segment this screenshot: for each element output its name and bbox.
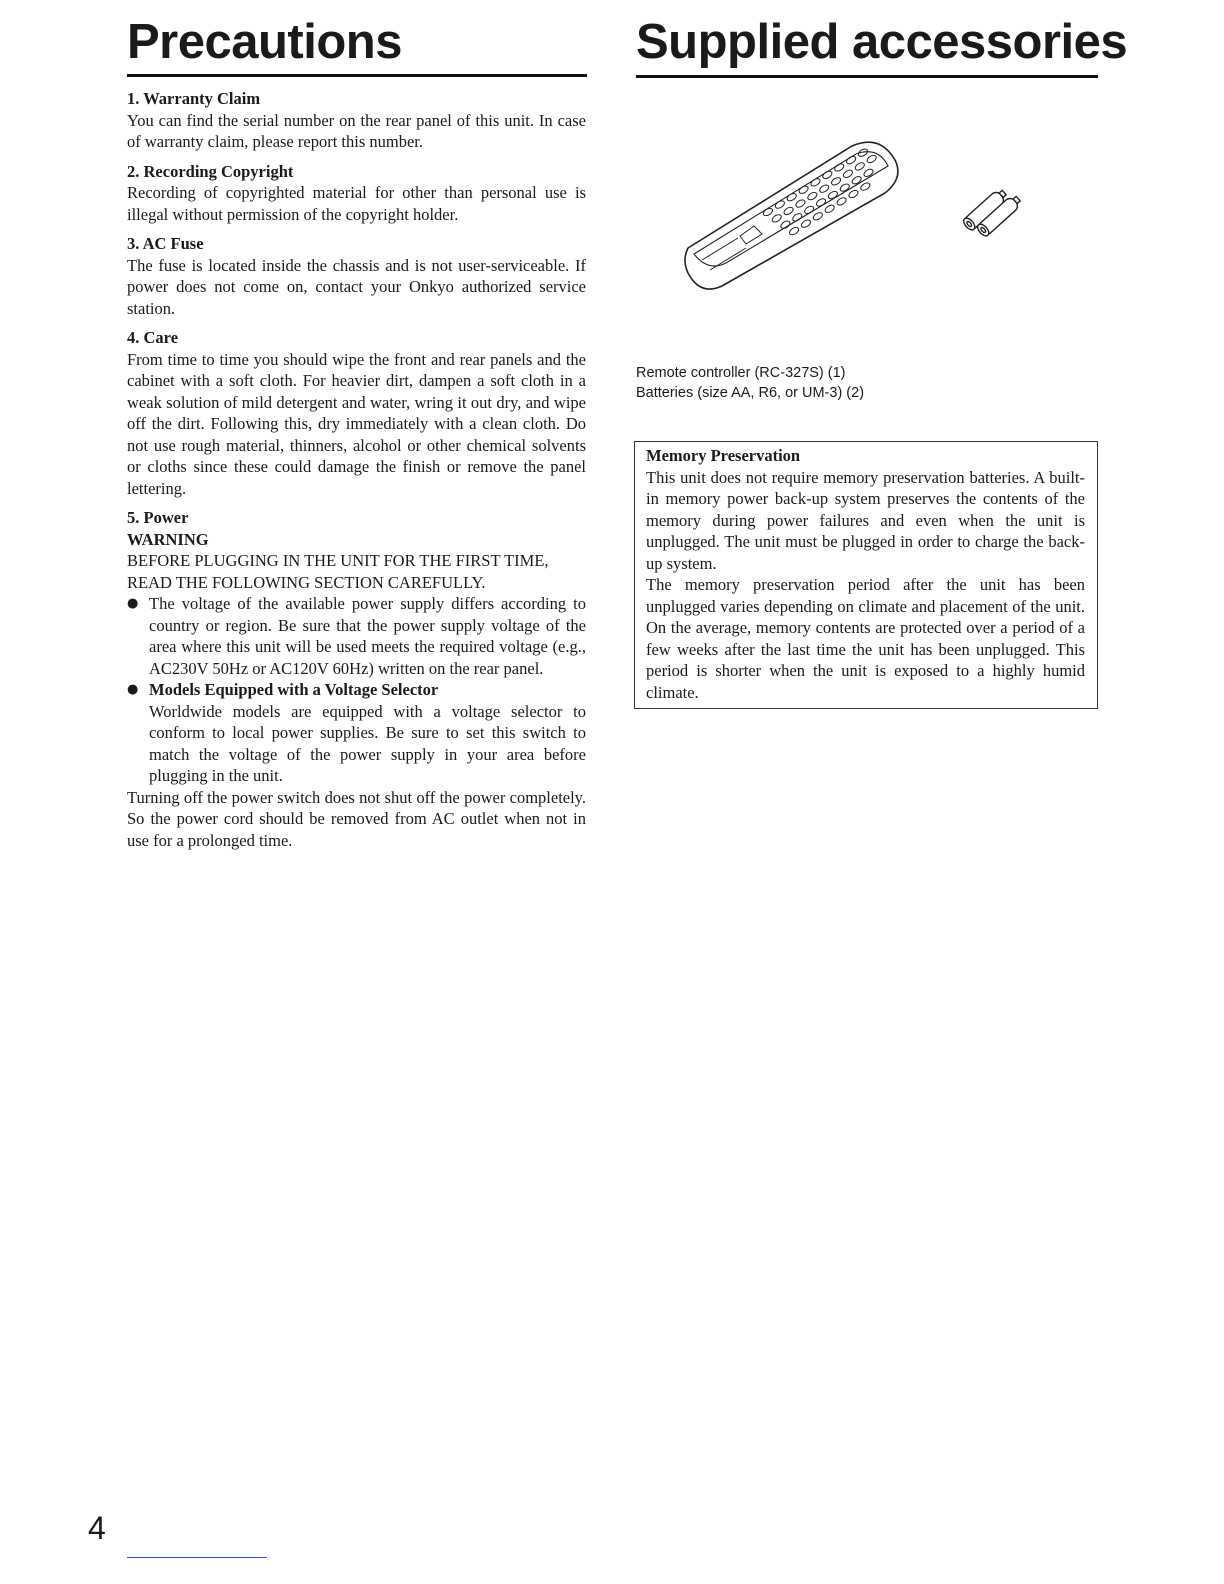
care-body: From time to time you should wipe the front and rear panels and the cabinet with a soft cloth. For heavier dirt, dampen a soft cloth in a weak solution of mild detergent and water, wring it out dry, and wipe off the dirt. Following this, dry immediately with a clean cloth. Do not use rough material, thinners, alcohol or other chemical solvents or cloths since these could damage the finish or remove the panel lettering. bbox=[127, 349, 586, 498]
memory-preservation-para-1: This unit does not require memory preservation batteries. A built-in memory power back-up system preserves the contents of the memory during power failures and even when the unit is unplugged. The unit must be plugged in order to charge the back-up system. bbox=[646, 467, 1085, 573]
power-warning: WARNING bbox=[127, 529, 209, 549]
precautions-column bbox=[127, 88, 586, 851]
memory-preservation-box bbox=[634, 441, 1098, 709]
bullet-icon: ● bbox=[127, 682, 139, 697]
power-caps-line-1: BEFORE PLUGGING IN THE UNIT FOR THE FIRST TIME, bbox=[127, 551, 549, 570]
bullet-icon: ● bbox=[127, 596, 139, 611]
power-title: 5. Power bbox=[127, 508, 189, 527]
precautions-heading: Precautions bbox=[127, 15, 402, 69]
memory-preservation-title: Memory Preservation bbox=[646, 446, 801, 465]
battery-caption: Batteries (size AA, R6, or UM-3) (2) bbox=[636, 385, 865, 401]
copyright-title: 2. Recording Copyright bbox=[127, 161, 294, 181]
copyright-body: Recording of copyrighted material for other than personal use is illegal without permission of the copyright holder. bbox=[127, 183, 586, 224]
precautions-rule bbox=[127, 74, 587, 77]
voltage-selector-bullet bbox=[127, 679, 586, 787]
power-closing-text: Turning off the power switch does not shut off the power completely. So the power cord should be removed from AC outlet when not in use for a prolonged time. bbox=[127, 787, 586, 850]
remote-controller-illustration bbox=[680, 138, 920, 293]
accessories-rule bbox=[636, 75, 1098, 78]
footer-rule bbox=[127, 1557, 267, 1558]
ac-fuse-title: 3. AC Fuse bbox=[127, 234, 204, 253]
batteries-illustration bbox=[955, 188, 1035, 238]
warranty-body: You can find the serial number on the rear panel of this unit. In case of warranty claim, please report this number. bbox=[127, 110, 586, 151]
voltage-selector-title: Models Equipped with a Voltage Selector bbox=[149, 680, 439, 699]
warranty-title: 1. Warranty Claim bbox=[127, 89, 261, 108]
supplied-accessories-heading: Supplied accessories bbox=[636, 15, 1128, 69]
care-title: 4. Care bbox=[127, 328, 179, 347]
ac-fuse-body: The fuse is located inside the chassis and is not user-serviceable. If power does not come on, contact your Onkyo authorized service station. bbox=[127, 255, 586, 318]
voltage-bullet-text: The voltage of the available power supply differs according to country or region. Be sure that the power supply voltage of the area where this unit will be used meets the required voltage (e.g., AC230V 50Hz or AC120V 60Hz) written on the rear panel. bbox=[149, 594, 586, 678]
remote-caption: Remote controller (RC-327S) (1) bbox=[636, 365, 846, 381]
memory-preservation-para-2: The memory preservation period after the unit has been unplugged varies depending on climate and placement of the unit. On the average, memory contents are protected over a period of a few weeks after the last time the unit has been unplugged. This period is shorter when the unit is exposed to a highly humid climate. bbox=[646, 575, 1085, 702]
voltage-selector-text: Worldwide models are equipped with a voltage selector to conform to local power supplies. Be sure to set this switch to match the voltage of the power supply in your area before plugging in the unit. bbox=[149, 701, 586, 785]
page-number: 4 bbox=[88, 1510, 106, 1546]
voltage-bullet bbox=[127, 593, 586, 679]
power-caps-line-2: READ THE FOLLOWING SECTION CAREFULLY. bbox=[127, 572, 486, 592]
